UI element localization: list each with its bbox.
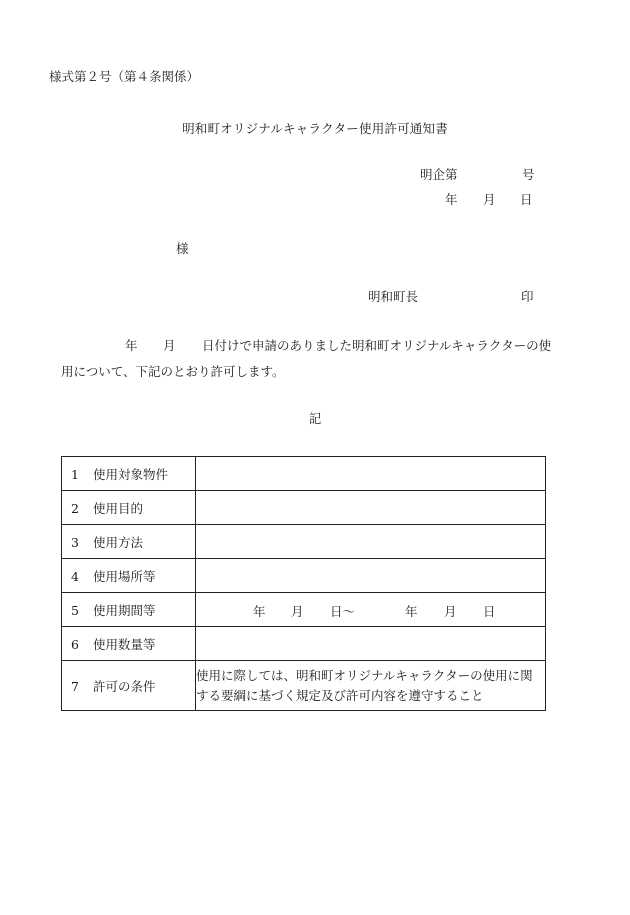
usage-period-cell [196, 593, 546, 627]
item-label-cell [62, 525, 196, 559]
item-number: 1 [71, 466, 79, 482]
body-year: 年 [125, 338, 138, 353]
issuer-name: 明和町長 [368, 289, 419, 304]
table-row [62, 627, 546, 661]
table-row [62, 525, 546, 559]
table-row [62, 457, 546, 491]
period-start-month: 月 [291, 603, 304, 619]
body-text-line2: 用について、下記のとおり許可します。 [61, 364, 285, 379]
form-number: 様式第２号（第４条関係） [49, 69, 200, 84]
items-table [61, 456, 546, 711]
item-label-cell [62, 593, 196, 627]
period-start-day: 日～ [330, 603, 356, 619]
issue-date-day: 日 [520, 192, 533, 207]
reference-prefix: 明企第 [420, 167, 458, 182]
item-label: 使用方法 [93, 534, 144, 550]
period-start-year: 年 [253, 603, 266, 619]
usage-period [196, 602, 545, 618]
item-label: 使用対象物件 [93, 466, 169, 482]
table-row [62, 559, 546, 593]
permission-conditions-text: 使用に際しては、明和町オリジナルキャラクターの使用に関する要綱に基づく規定及び許可内容を遵守すること [196, 661, 546, 711]
table-row [62, 491, 546, 525]
item-label: 使用場所等 [93, 568, 156, 584]
table-row [62, 593, 546, 627]
item-label-cell [62, 491, 196, 525]
item-label-cell [62, 661, 196, 711]
table-row [62, 661, 546, 711]
period-end-day: 日 [483, 603, 496, 619]
item-number: 3 [71, 534, 79, 550]
item-value-cell [196, 491, 546, 525]
item-label-cell [62, 559, 196, 593]
item-value-cell [196, 627, 546, 661]
issue-date-year: 年 [445, 192, 458, 207]
addressee-suffix: 様 [176, 241, 189, 256]
period-end-month: 月 [444, 603, 457, 619]
reference-suffix: 号 [522, 167, 535, 182]
item-label-cell [62, 627, 196, 661]
ki-heading: 記 [308, 411, 322, 426]
item-number: 4 [71, 568, 79, 584]
item-number: 7 [71, 678, 79, 694]
item-label-cell [62, 457, 196, 491]
item-label: 許可の条件 [93, 678, 156, 694]
period-end-year: 年 [405, 603, 418, 619]
item-label: 使用目的 [93, 500, 144, 516]
item-label: 使用期間等 [93, 602, 156, 618]
seal-mark: 印 [521, 289, 534, 304]
body-text-rest: 日付けで申請のありました明和町オリジナルキャラクターの使 [202, 338, 552, 353]
item-number: 2 [71, 500, 79, 516]
item-value-cell [196, 559, 546, 593]
item-number: 6 [71, 636, 79, 652]
document-title: 明和町オリジナルキャラクター使用許可通知書 [182, 121, 448, 136]
body-month: 月 [163, 338, 176, 353]
issue-date-month: 月 [483, 192, 496, 207]
item-value-cell [196, 525, 546, 559]
item-number: 5 [71, 602, 79, 618]
item-value-cell [196, 457, 546, 491]
item-label: 使用数量等 [93, 636, 156, 652]
